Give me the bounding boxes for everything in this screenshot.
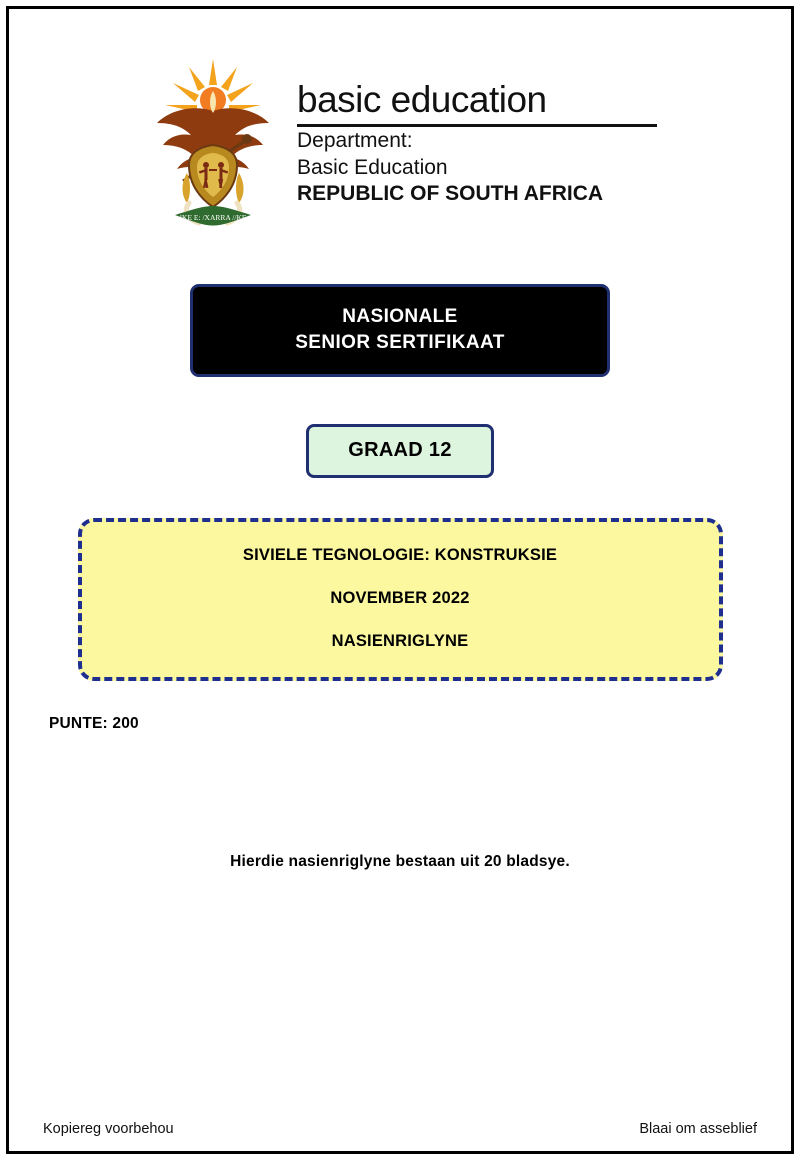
department-wordmark xyxy=(297,53,657,207)
page-border xyxy=(6,6,794,1154)
subject-info-box xyxy=(78,518,723,681)
department-name: Basic Education xyxy=(297,155,448,179)
page-count-note: Hierdie nasienriglyne bestaan uit 20 bladsye. xyxy=(230,853,570,871)
department-label: Department: xyxy=(297,128,413,152)
south-african-coat-of-arms-icon xyxy=(143,53,283,238)
certificate-title-box xyxy=(190,284,610,377)
certificate-line-2: SENIOR SERTIFIKAAT xyxy=(295,331,505,353)
exam-date: NOVEMBER 2022 xyxy=(330,589,470,608)
footer-turn-over: Blaai om asseblief xyxy=(639,1121,757,1137)
certificate-line-1: NASIONALE xyxy=(342,306,458,327)
marks-label: PUNTE: 200 xyxy=(49,715,139,733)
country-name: REPUBLIC OF SOUTH AFRICA xyxy=(297,182,604,206)
document-header xyxy=(43,53,757,238)
motto-text: !KE E: /XARRA //KE xyxy=(179,213,247,222)
grade-box: GRAAD 12 xyxy=(306,424,494,478)
page-content xyxy=(9,9,791,1151)
subject-title: SIVIELE TEGNOLOGIE: KONSTRUKSIE xyxy=(242,546,558,565)
page-footer xyxy=(43,1121,757,1137)
document-type: NASIENRIGLYNE xyxy=(331,632,469,651)
footer-copyright: Kopiereg voorbehou xyxy=(43,1121,174,1137)
brand-title: basic education xyxy=(297,81,657,127)
